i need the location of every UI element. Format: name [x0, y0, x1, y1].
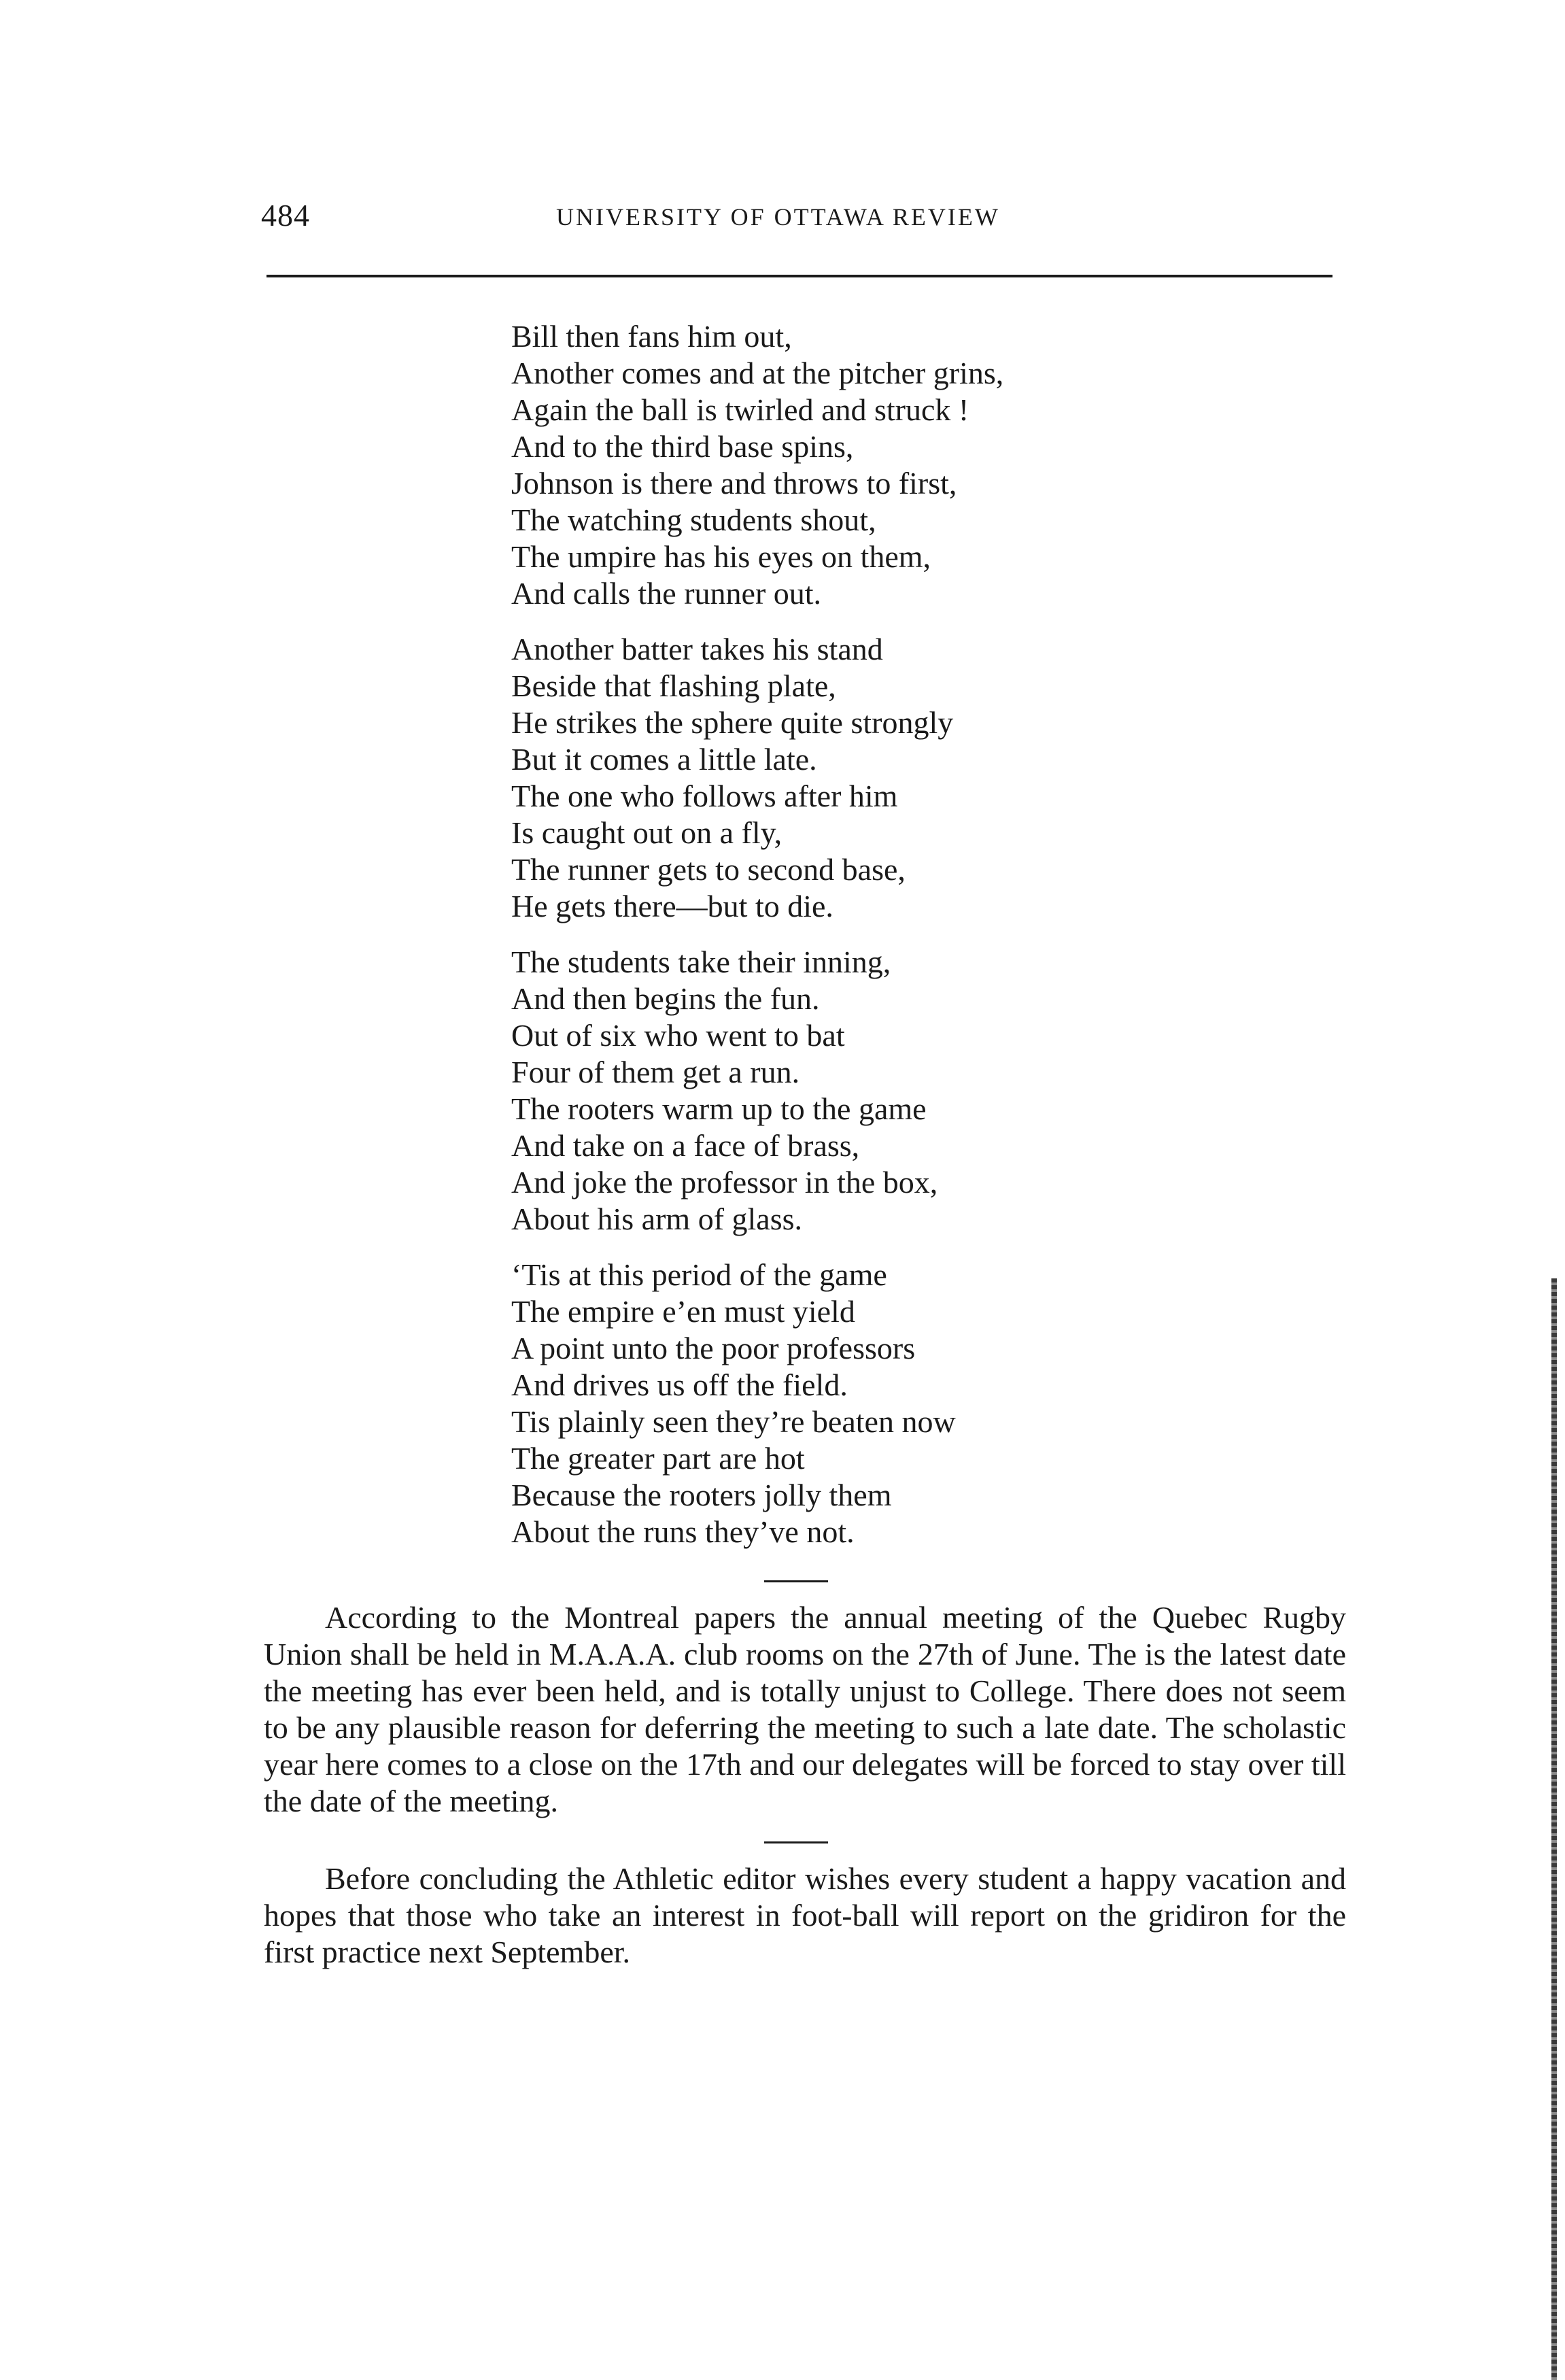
poem-line: The watching students shout,	[511, 503, 876, 537]
poem-line: Out of six who went to bat	[511, 1018, 845, 1053]
poem-line: About the runs they’ve not.	[511, 1514, 855, 1549]
poem-line: And joke the professor in the box,	[511, 1165, 938, 1200]
poem-line: And drives us off the field.	[511, 1367, 848, 1402]
stanza	[511, 1257, 1191, 1550]
page-number: 484	[261, 198, 310, 233]
poem-line: And to the third base spins,	[511, 429, 854, 464]
poem-line: Four of them get a run.	[511, 1055, 800, 1089]
poem-line: He gets there—but to die.	[511, 889, 833, 923]
poem-line: And calls the runner out.	[511, 576, 822, 611]
running-head: UNIVERSITY OF OTTAWA REVIEW	[556, 203, 1000, 231]
rugby-meeting-paragraph: According to the Montreal papers the annual meeting of the Quebec Rugby Union shall be held in M.A.A.A. club rooms on the 27th of June. The is the latest date the meeting has ever been held, and is totally unjust to College. There does not seem to be any plausible reason for deferring the meeting to such a late date. The scholastic year here comes to a close on the 17th and our delegates will be forced to stay over till the date of the meeting.	[264, 1600, 1346, 1818]
header-rule	[266, 275, 1332, 277]
poem-line: He strikes the sphere quite strongly	[511, 705, 954, 740]
poem-line: Another comes and at the pitcher grins,	[511, 356, 1004, 390]
farewell-paragraph: Before concluding the Athletic editor wishes every student a happy vacation and hopes that those who take an interest in foot-ball will report on the gridiron for the first practice next September.	[264, 1861, 1346, 1969]
poem-line: The empire e’en must yield	[511, 1294, 855, 1329]
poem-line: About his arm of glass.	[511, 1202, 803, 1236]
poem-line: Is caught out on a fly,	[511, 815, 782, 850]
stanza	[511, 944, 1191, 1238]
poem-line: Tis plainly seen they’re beaten now	[511, 1404, 956, 1439]
poem-line: A point unto the poor professors	[511, 1331, 916, 1365]
stanza	[511, 318, 1191, 612]
poem-line: The rooters warm up to the game	[511, 1091, 927, 1126]
poem-line: Again the ball is twirled and struck !	[511, 392, 969, 427]
poem-line: The umpire has his eyes on them,	[511, 539, 931, 574]
poem-line: Bill then fans him out,	[511, 319, 792, 354]
poem-line: But it comes a little late.	[511, 742, 817, 777]
poem-line: The students take their inning,	[511, 945, 891, 979]
poem-line: The runner gets to second base,	[511, 852, 906, 887]
poem-line: ‘Tis at this period of the game	[511, 1257, 887, 1292]
poem-line: The one who follows after him	[511, 779, 898, 813]
poem-line: Johnson is there and throws to first,	[511, 466, 957, 500]
stanza	[511, 631, 1191, 925]
page-edge-strip	[1551, 1278, 1557, 2380]
section-divider	[764, 1841, 828, 1843]
poem-line: Another batter takes his stand	[511, 632, 883, 666]
poem-line: Because the rooters jolly them	[511, 1478, 892, 1512]
poem-line: And take on a face of brass,	[511, 1128, 860, 1163]
section-divider	[764, 1580, 828, 1582]
poem-line: The greater part are hot	[511, 1441, 805, 1476]
poem-line: And then begins the fun.	[511, 981, 820, 1016]
poem	[511, 318, 1191, 1569]
poem-line: Beside that flashing plate,	[511, 668, 836, 703]
